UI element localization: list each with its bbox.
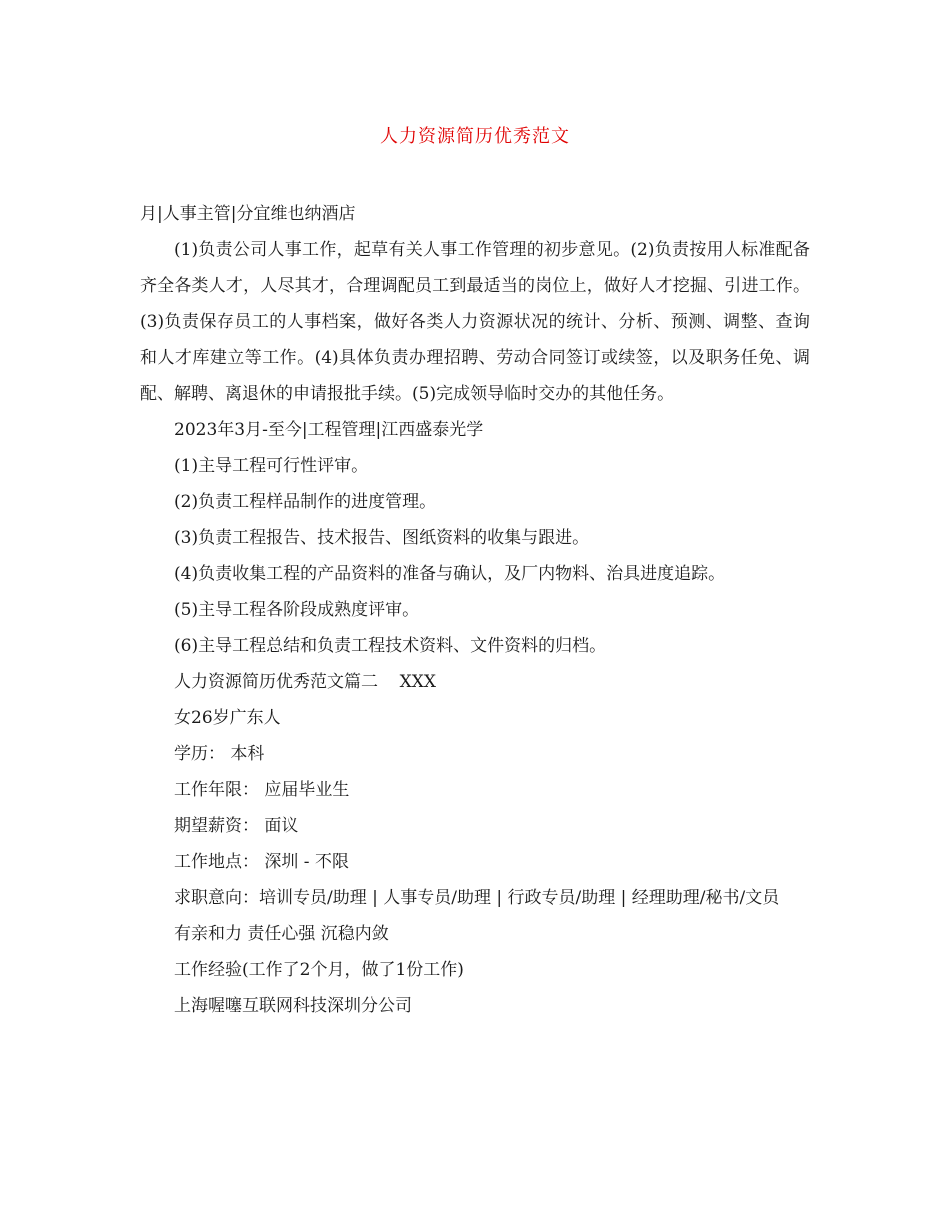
paragraph-education: 学历： 本科 (174, 744, 265, 764)
paragraph-personal-info: 女26岁广东人 (174, 708, 281, 728)
paragraph-duty-4: (4)负责收集工程的产品资料的准备与确认，及厂内物料、治具进度追踪。 (174, 564, 726, 584)
document-title: 人力资源简历优秀范文 (380, 126, 570, 147)
paragraph-duty-3: (3)负责工程报告、技术报告、图纸资料的收集与跟进。 (174, 528, 590, 548)
paragraph-section-two-heading: 人力资源简历优秀范文篇二 XXX (174, 672, 436, 692)
paragraph-expected-salary: 期望薪资： 面议 (174, 816, 299, 836)
paragraph-job-intention: 求职意向：培训专员/助理 | 人事专员/助理 | 行政专员/助理 | 经理助理/秘书/文员 (174, 888, 780, 908)
paragraph-work-experience: 工作经验(工作了2个月，做了1份工作) (174, 960, 464, 980)
document-body (140, 196, 810, 1024)
paragraph-traits: 有亲和力 责任心强 沉稳内敛 (174, 924, 389, 944)
paragraph-engineering-header: 2023年3月-至今|工程管理|江西盛泰光学 (174, 420, 484, 440)
paragraph-work-location: 工作地点： 深圳 - 不限 (174, 852, 349, 872)
paragraph-duty-2: (2)负责工程样品制作的进度管理。 (174, 492, 437, 512)
paragraph-hr-supervisor-header: 月|人事主管|分宜维也纳酒店 (140, 204, 356, 224)
paragraph-duty-6: (6)主导工程总结和负责工程技术资料、文件资料的归档。 (174, 636, 607, 656)
paragraph-work-years: 工作年限： 应届毕业生 (174, 780, 350, 800)
paragraph-hr-duties: (1)负责公司人事工作，起草有关人事工作管理的初步意见。(2)负责按用人标准配备齐全各类人才，人尽其才，合理调配员工到最适当的岗位上，做好人才挖掘、引进工作。(3)负责保存员工的人事档案，做好各类人力资源状况的统计、分析、预测、调整、查询和人才库建立等工作。(4)具体负责办理招聘、劳动合同签订或续签，以及职务任免、调配、解聘、离退休的申请报批手续。(5)完成领导临时交办的其他任务。 (140, 240, 810, 404)
paragraph-duty-5: (5)主导工程各阶段成熟度评审。 (174, 600, 420, 620)
paragraph-duty-1: (1)主导工程可行性评审。 (174, 456, 369, 476)
paragraph-company: 上海喔噻互联网科技深圳分公司 (174, 996, 412, 1016)
